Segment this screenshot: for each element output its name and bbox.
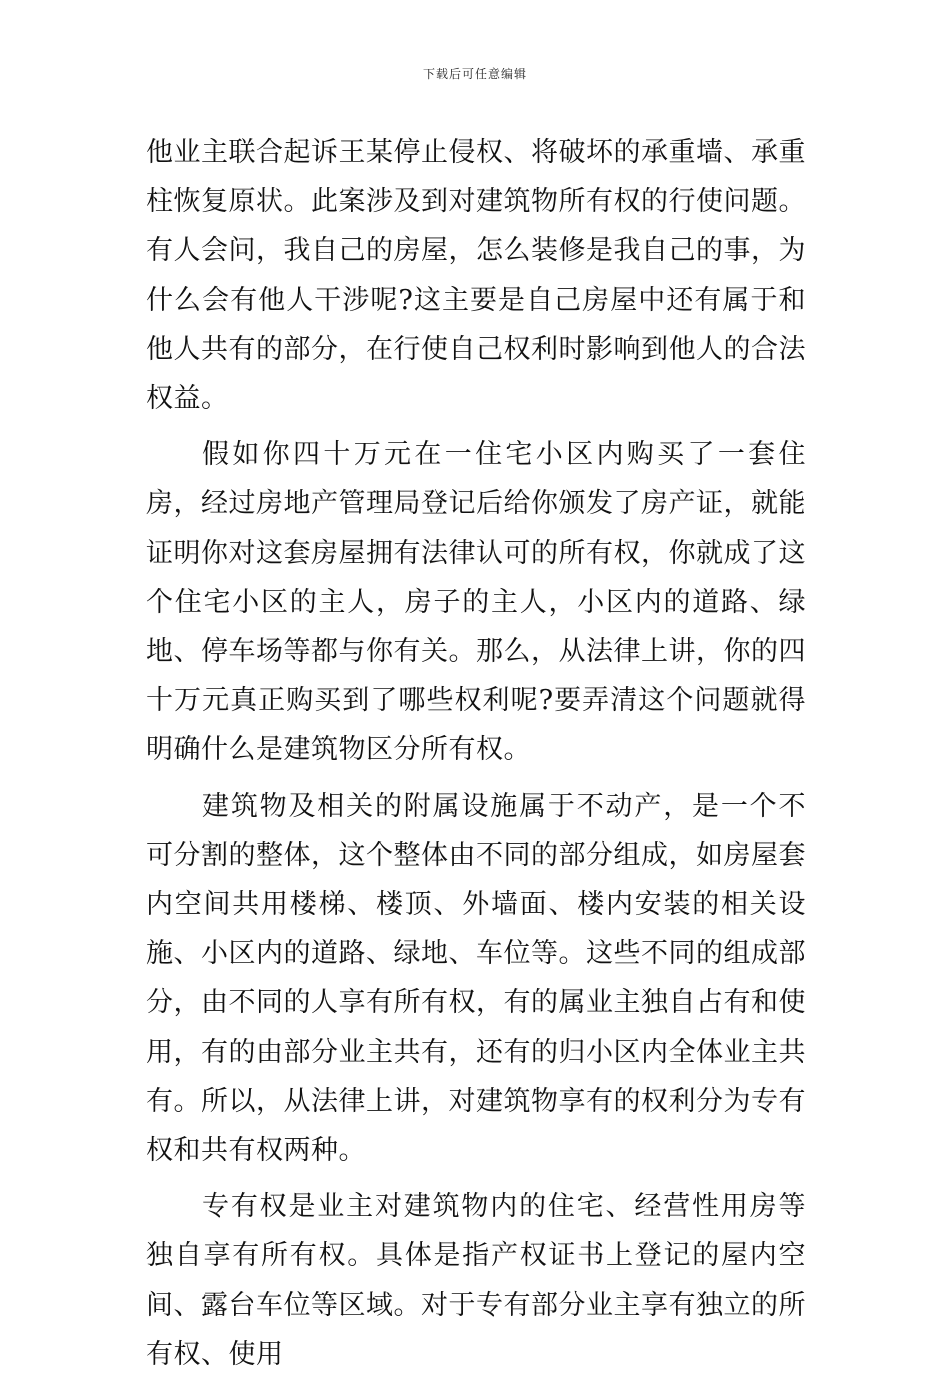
paragraph-2: 假如你四十万元在一住宅小区内购买了一套住房，经过房地产管理局登记后给你颁发了房产证，就能证明你对这套房屋拥有法律认可的所有权，你就成了这个住宅小区的主人，房子的主人，小区内的道路、绿地、停车场等都与你有关。那么，从法律上讲，你的四十万元真正购买到了哪些权利呢?要弄清这个问题就得明确什么是建筑物区分所有权。 bbox=[146, 439, 806, 766]
paragraph-4: 专有权是业主对建筑物内的住宅、经营性用房等独自享有所有权。具体是指产权证书上登记的屋内空间、露台车位等区域。对于专有部分业主享有独立的所有权、使用 bbox=[146, 1191, 806, 1370]
paragraph-3: 建筑物及相关的附属设施属于不动产，是一个不可分割的整体，这个整体由不同的部分组成，如房屋套内空间共用楼梯、楼顶、外墙面、楼内安装的相关设施、小区内的道路、绿地、车位等。这些不同的组成部分，由不同的人享有所有权，有的属业主独自占有和使用，有的由部分业主共有，还有的归小区内全体业主共有。所以，从法律上讲，对建筑物享有的权利分为专有权和共有权两种。 bbox=[146, 790, 806, 1167]
paragraph-1: 他业主联合起诉王某停止侵权、将破坏的承重墙、承重柱恢复原状。此案涉及到对建筑物所有权的行使问题。有人会问，我自己的房屋，怎么装修是我自己的事，为什么会有他人干涉呢?这主要是自己房屋中还有属于和他人共有的部分，在行使自己权利时影响到他人的合法权益。 bbox=[146, 137, 806, 415]
page-header: 下载后可任意编辑 bbox=[422, 67, 527, 81]
document-body bbox=[146, 128, 806, 1379]
